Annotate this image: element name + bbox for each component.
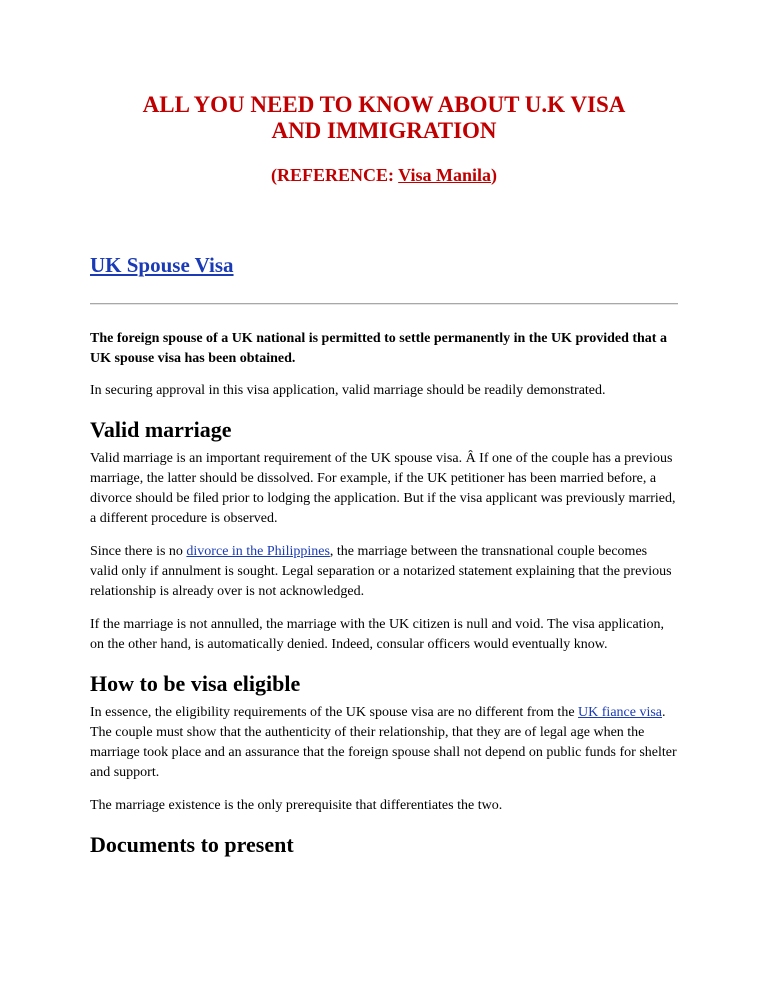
reference-line bbox=[90, 163, 678, 187]
paragraph-text: Since there is no bbox=[90, 544, 187, 559]
visa-manila-link[interactable]: Visa Manila bbox=[398, 165, 492, 185]
valid-marriage-paragraph-1: Valid marriage is an important requirement of the UK spouse visa. Â If one of the couple has a previous marriage, the latter should be dissolved. For example, if the UK petitioner has been married before, a divorce should be filed prior to lodging the application. But if the visa applicant was previously married, a different procedure is observed. bbox=[90, 451, 676, 526]
paragraph-text: In essence, the eligibility requirements of the UK spouse visa are no different from the bbox=[90, 705, 579, 720]
title-line-1: ALL YOU NEED TO KNOW ABOUT U.K VISA bbox=[142, 92, 626, 117]
paragraph-text: . The couple must show that the authenticity of their relationship, that they are of legal age when the marriage took place and an assurance that the foreign spouse shall not depend on public funds for shelter and support. bbox=[90, 705, 677, 780]
uk-fiance-visa-link[interactable]: UK fiance visa bbox=[578, 705, 663, 720]
valid-marriage-heading: Valid marriage bbox=[90, 417, 232, 442]
eligibility-paragraph-1 bbox=[90, 703, 678, 783]
title-line-2: AND IMMIGRATION bbox=[271, 118, 497, 143]
article-body bbox=[90, 329, 678, 860]
reference-suffix: ) bbox=[491, 165, 498, 185]
paragraph-text: , the marriage between the transnational couple becomes valid only if annulment is sought. Legal separation or a notarized statement explaining that the previous relationship is already over is not acknowledged. bbox=[90, 544, 672, 599]
intro-paragraph: In securing approval in this visa application, valid marriage should be readily demonstrated. bbox=[90, 383, 606, 398]
documents-heading: Documents to present bbox=[90, 832, 294, 857]
page-title bbox=[90, 92, 678, 144]
divorce-philippines-link[interactable]: divorce in the Philippines bbox=[186, 544, 330, 559]
eligibility-paragraph-2: The marriage existence is the only prerequisite that differentiates the two. bbox=[90, 798, 503, 813]
horizontal-divider bbox=[90, 303, 678, 305]
uk-spouse-visa-link[interactable]: UK Spouse Visa bbox=[90, 253, 234, 277]
eligibility-heading: How to be visa eligible bbox=[90, 671, 301, 696]
intro-bold-paragraph: The foreign spouse of a UK national is permitted to settle permanently in the UK provided that a UK spouse visa has been obtained. bbox=[90, 331, 667, 366]
valid-marriage-paragraph-3: If the marriage is not annulled, the marriage with the UK citizen is null and void. The visa application, on the other hand, is automatically denied. Indeed, consular officers would eventually know. bbox=[90, 617, 664, 652]
reference-prefix: (REFERENCE: bbox=[270, 165, 399, 185]
valid-marriage-paragraph-2 bbox=[90, 542, 678, 602]
